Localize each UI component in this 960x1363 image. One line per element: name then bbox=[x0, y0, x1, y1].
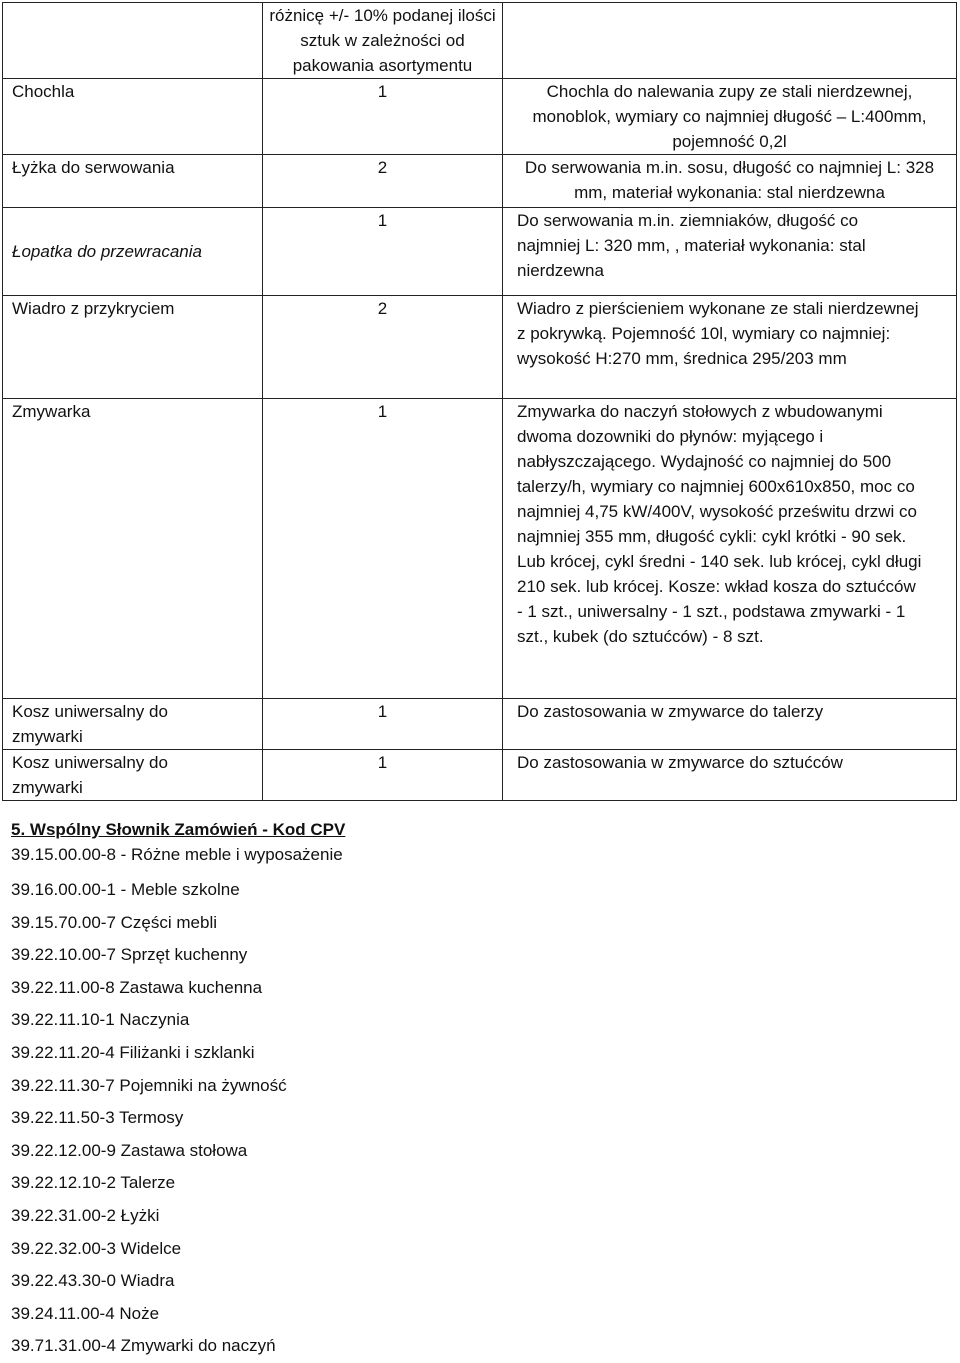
item-desc: Wiadro z pierścieniem wykonane ze stali nierdzewnej z pokrywką. Pojemność 10l, wymiary co najmniej: wysokość H:270 mm, średnica 295/203 mm bbox=[503, 296, 957, 399]
cpv-code-item: 39.22.10.00-7 Sprzęt kuchenny bbox=[11, 945, 248, 965]
cpv-code-item: 39.22.11.30-7 Pojemniki na żywność bbox=[11, 1075, 287, 1095]
cpv-code-item: 39.22.31.00-2 Łyżki bbox=[11, 1205, 160, 1225]
table-row bbox=[3, 3, 957, 79]
cpv-heading: 5. Wspólny Słownik Zamówień - Kod CPV bbox=[11, 820, 346, 839]
item-name: Kosz uniwersalny do zmywarki bbox=[3, 699, 263, 750]
item-name: Zmywarka bbox=[3, 399, 263, 699]
item-desc: Do serwowania m.in. ziemniaków, długość co najmniej L: 320 mm, , materiał wykonania: stal nierdzewna bbox=[503, 208, 957, 296]
cpv-code-item: 39.71.31.00-4 Zmywarki do naczyń bbox=[11, 1336, 276, 1356]
item-qty: 1 bbox=[263, 750, 503, 801]
cpv-code-list bbox=[11, 842, 345, 1363]
cpv-code-item: 39.22.12.00-9 Zastawa stołowa bbox=[11, 1140, 248, 1160]
table-row bbox=[3, 296, 957, 399]
cpv-code-item: 39.22.43.30-0 Wiadra bbox=[11, 1271, 175, 1291]
item-qty: 1 bbox=[263, 79, 503, 155]
item-name: Chochla bbox=[3, 79, 263, 155]
table-row bbox=[3, 79, 957, 155]
item-desc: Do serwowania m.in. sosu, długość co najmniej L: 328 mm, materiał wykonania: stal nierdzewna bbox=[503, 155, 957, 208]
cpv-code-item: 39.15.70.00-7 Części mebli bbox=[11, 912, 218, 932]
table-row bbox=[3, 699, 957, 750]
name-cell bbox=[3, 3, 263, 79]
item-qty: 1 bbox=[263, 208, 503, 296]
cpv-section bbox=[11, 818, 345, 1363]
cpv-code-item: 39.15.00.00-8 - Różne meble i wyposażenie bbox=[11, 845, 343, 864]
item-qty: 1 bbox=[263, 399, 503, 699]
item-name: Łyżka do serwowania bbox=[3, 155, 263, 208]
qty-cell bbox=[263, 3, 503, 79]
item-name: Kosz uniwersalny do zmywarki bbox=[3, 750, 263, 801]
item-qty: 1 bbox=[263, 699, 503, 750]
cpv-code-item: 39.22.11.50-3 Termosy bbox=[11, 1108, 184, 1128]
table-row bbox=[3, 399, 957, 699]
cpv-code-item: 39.22.11.00-8 Zastawa kuchenna bbox=[11, 977, 263, 997]
equipment-spec-table bbox=[2, 2, 957, 801]
cpv-code-item: 39.22.12.10-2 Talerze bbox=[11, 1173, 176, 1193]
desc-cell bbox=[503, 3, 957, 79]
item-qty: 2 bbox=[263, 296, 503, 399]
item-desc: Chochla do nalewania zupy ze stali nierdzewnej, monoblok, wymiary co najmniej długość – L:400mm, pojemność 0,2l bbox=[503, 79, 957, 155]
cpv-code-item: 39.24.11.00-4 Noże bbox=[11, 1303, 160, 1323]
item-desc: Zmywarka do naczyń stołowych z wbudowanymi dwoma dozowniki do płynów: myjącego i nabłyszczającego. Wydajność co najmniej do 500 talerzy/h, wymiary co najmniej 600x610x850, moc co najmniej 4,75 kW/400V, wysokość prześwitu drzwi co najmniej 355 mm, długość cykli: cykl krótki - 90 sek. Lub krócej, cykl średni - 140 sek. lub krócej, cykl długi 210 sek. lub krócej. Kosze: wkład kosza do sztućców - 1 szt., uniwersalny - 1 szt., podstawa zmywarki - 1 szt., kubek (do sztućców) - 8 szt. bbox=[503, 399, 957, 699]
cpv-code-item: 39.22.32.00-3 Widelce bbox=[11, 1238, 182, 1258]
item-desc: Do zastosowania w zmywarce do talerzy bbox=[503, 699, 957, 750]
cpv-code-item: 39.22.11.10-1 Naczynia bbox=[11, 1010, 190, 1030]
item-qty: 2 bbox=[263, 155, 503, 208]
qty-note: różnicę +/- 10% podanej ilości sztuk w zależności od pakowania asortymentu bbox=[269, 6, 496, 75]
table-row bbox=[3, 155, 957, 208]
item-desc: Do zastosowania w zmywarce do sztućców bbox=[503, 750, 957, 801]
cpv-code-item: 39.22.11.20-4 Filiżanki i szklanki bbox=[11, 1042, 255, 1062]
cpv-code-item: 39.16.00.00-1 - Meble szkolne bbox=[11, 880, 240, 899]
table-row bbox=[3, 750, 957, 801]
item-name: Wiadro z przykryciem bbox=[3, 296, 263, 399]
table-row bbox=[3, 208, 957, 296]
item-name: Łopatka do przewracania bbox=[3, 208, 263, 296]
